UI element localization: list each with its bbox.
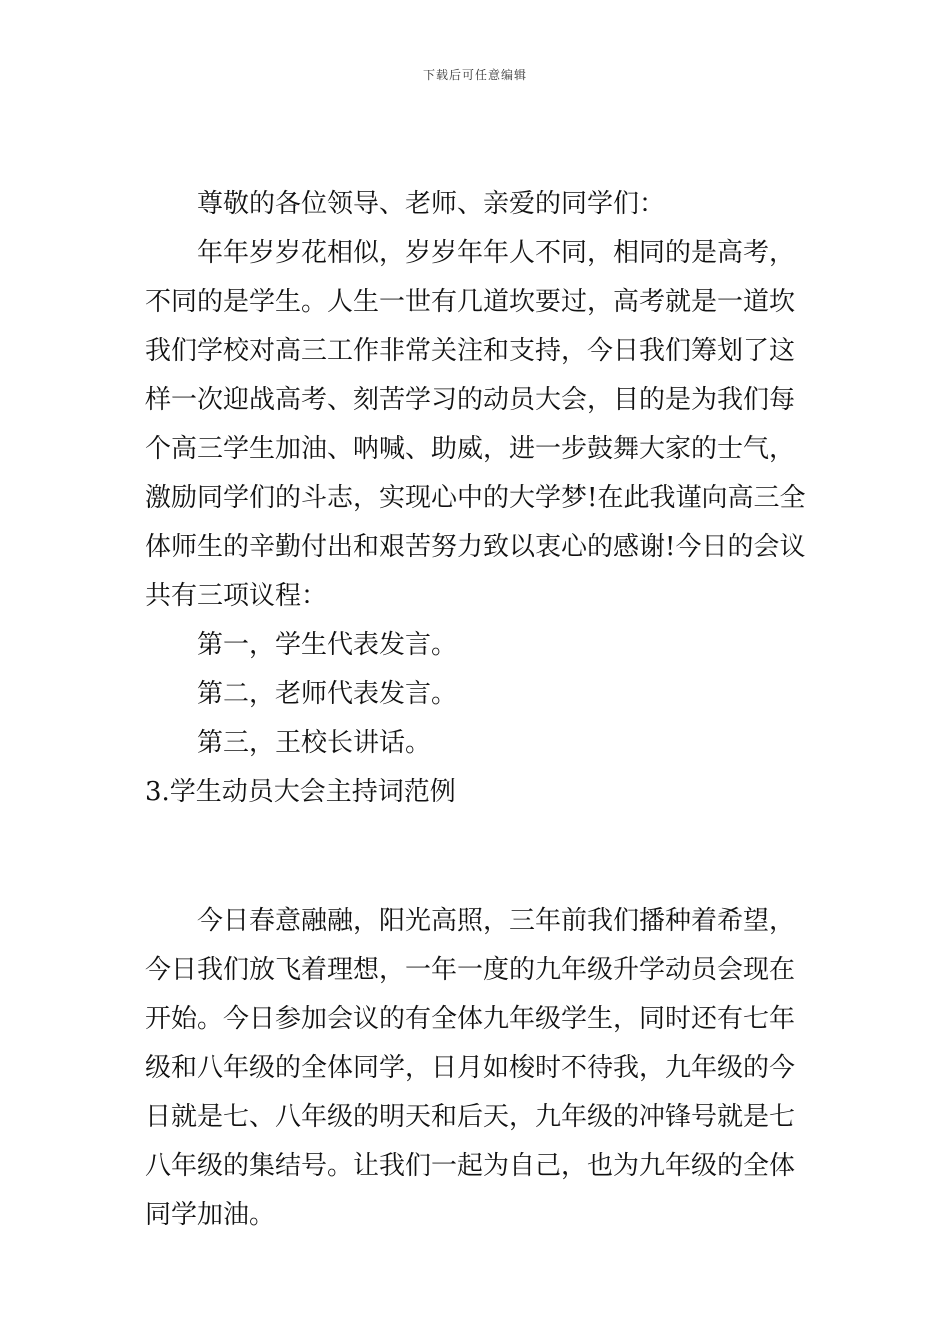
spacer <box>145 817 810 897</box>
paragraph-line: 样一次迎战高考、刻苦学习的动员大会，目的是为我们每 <box>145 385 796 415</box>
agenda-item: 第三，王校长讲话。 <box>197 728 432 758</box>
paragraph-line: 共有三项议程： <box>145 581 328 611</box>
paragraph-line: 同学加油。 <box>145 1200 276 1230</box>
paragraph-line: 八年级的集结号。让我们一起为自己，也为九年级的全体 <box>145 1151 796 1181</box>
paragraph-line: 级和八年级的全体同学，日月如梭时不待我，九年级的今 <box>145 1053 796 1083</box>
paragraph-line: 今日我们放飞着理想，一年一度的九年级升学动员会现在 <box>145 955 796 985</box>
paragraph-line: 个高三学生加油、呐喊、助威，进一步鼓舞大家的士气， <box>145 434 796 464</box>
paragraph-line: 体师生的辛勤付出和艰苦努力致以衷心的感谢!今日的会议 <box>145 532 806 562</box>
paragraph-line: 我们学校对高三工作非常关注和支持，今日我们筹划了这 <box>145 336 796 366</box>
paragraph-line: 开始。今日参加会议的有全体九年级学生，同时还有七年 <box>145 1004 796 1034</box>
agenda-item: 第一，学生代表发言。 <box>197 630 458 660</box>
greeting-line: 尊敬的各位领导、老师、亲爱的同学们： <box>197 189 666 219</box>
document-body <box>145 180 810 1240</box>
header-note: 下载后可任意编辑 <box>422 68 527 82</box>
section-heading: 3.学生动员大会主持词范例 <box>145 777 456 807</box>
paragraph-line: 日就是七、八年级的明天和后天，九年级的冲锋号就是七 <box>145 1102 796 1132</box>
agenda-item: 第二，老师代表发言。 <box>197 679 458 709</box>
paragraph-line: 今日春意融融，阳光高照，三年前我们播种着希望， <box>197 906 796 936</box>
paragraph-line: 不同的是学生。人生一世有几道坎要过，高考就是一道坎 <box>145 287 796 317</box>
paragraph-line: 激励同学们的斗志，实现心中的大学梦!在此我谨向高三全 <box>145 483 806 513</box>
paragraph-line: 年年岁岁花相似，岁岁年年人不同，相同的是高考， <box>197 238 796 268</box>
